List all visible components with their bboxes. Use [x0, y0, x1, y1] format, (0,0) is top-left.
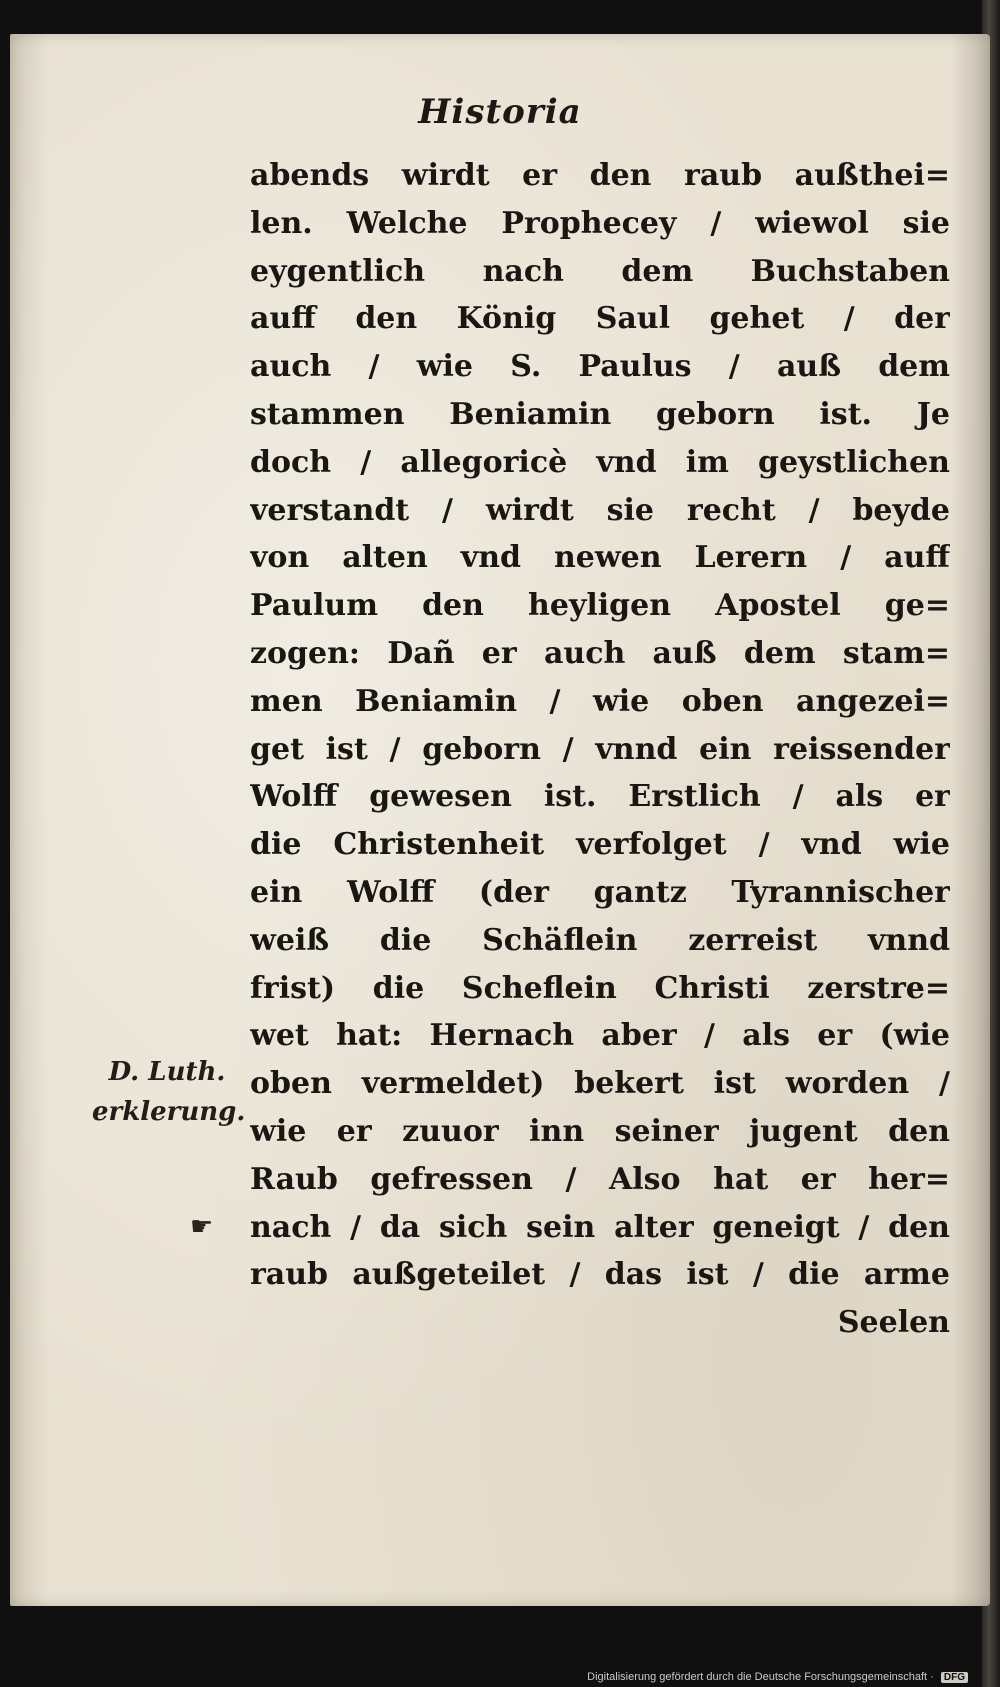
dfg-logo-icon: DFG [941, 1672, 968, 1683]
body-text [250, 152, 950, 1347]
margin-note-line: D. Luth. [108, 1057, 226, 1087]
text-line: nach / da sich sein alter geneigt / den [250, 1209, 950, 1245]
text-line: die Christenheit verfolget / vnd wie [250, 827, 950, 863]
text-line: wie er zuuor inn seiner jugent den [250, 1113, 950, 1149]
text-line: len. Welche Prophecey / wiewol sie [250, 205, 950, 241]
text-line: stammen Beniamin geborn ist. Je [250, 396, 950, 432]
text-line: Raub gefressen / Also hat er her= [250, 1161, 950, 1197]
text-line: oben vermeldet) bekert ist worden / [250, 1066, 950, 1102]
margin-note-line: erklerung. [92, 1097, 246, 1127]
text-line: eygentlich nach dem Buchstaben [250, 253, 950, 289]
text-line: von alten vnd newen Lerern / auff [250, 540, 950, 576]
text-line: wet hat: Hernach aber / als er (wie [250, 1018, 950, 1054]
text-line: zogen: Dañ er auch auß dem stam= [250, 635, 950, 671]
text-line: doch / allegoricè vnd im geystlichen [250, 444, 950, 480]
text-line: Wolff gewesen ist. Erstlich / als er [250, 779, 950, 815]
pointing-hand-icon: ☛ [190, 1212, 214, 1242]
text-line: frist) die Scheflein Christi zerstre= [250, 970, 950, 1006]
text-line: auff den König Saul gehet / der [250, 301, 950, 337]
running-head: Historia [418, 92, 582, 132]
text-line: raub außgeteilet / das ist / die arme [250, 1257, 950, 1293]
catchword: Seelen [837, 1305, 950, 1341]
digitization-credit [587, 1671, 968, 1683]
text-line: ein Wolff (der gantz Tyrannischer [250, 874, 950, 910]
text-line: verstandt / wirdt sie recht / beyde [250, 492, 950, 528]
text-line: Paulum den heyligen Apostel ge= [250, 588, 950, 624]
margin-note [92, 1052, 246, 1132]
book-page [10, 34, 990, 1606]
credit-text: Digitalisierung gefördert durch die Deutsche Forschungsgemeinschaft · [587, 1671, 934, 1683]
text-line: auch / wie S. Paulus / auß dem [250, 349, 950, 385]
text-line: weiß die Schäflein zerreist vnnd [250, 922, 950, 958]
text-line: abends wirdt er den raub außthei= [250, 158, 950, 193]
text-line: get ist / geborn / vnnd ein reissender [250, 731, 950, 767]
text-line: men Beniamin / wie oben angezei= [250, 683, 950, 719]
